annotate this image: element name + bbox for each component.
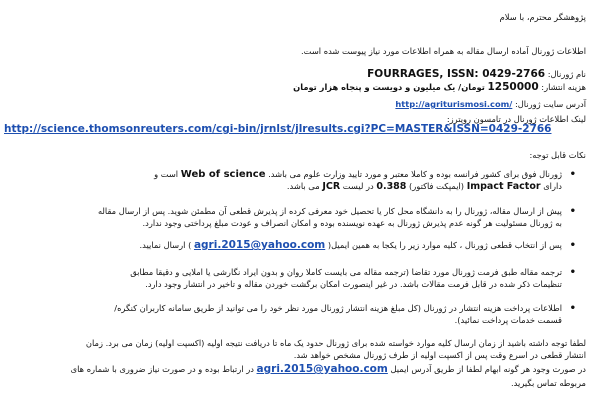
note-2-line-1: پیش از ارسال مقاله، ژورنال را به دانشگاه محل کار یا تحصیل خود معرفی کرده از پذیرش قطعی آن مطمئن شوید. پس از ارسال مقاله — [97, 206, 562, 216]
site-label: آدرس سایت ژورنال: — [514, 99, 586, 109]
footer-text-a: در صورت وجود هر گونه ابهام لطفا از طریق آدرس ایمیل — [390, 364, 586, 374]
footer-email-link[interactable]: agri.2015@yahoo.com — [256, 363, 388, 375]
note-1-if-label: Impact Factor — [466, 181, 541, 192]
greeting: پژوهشگر محترم، با سلام — [499, 12, 586, 22]
note-1-text-c: دارای — [543, 181, 562, 191]
bullet-1: • — [569, 169, 576, 180]
note-1-text-b: است و — [154, 169, 179, 179]
bullet-4: • — [569, 267, 576, 278]
journal-name-line — [367, 69, 586, 80]
thomson-label: لینک اطلاعات ژورنال در تامسون رویترز: — [446, 114, 586, 124]
notes-title: نکات قابل توجه: — [529, 150, 586, 160]
note-3-line — [140, 240, 562, 251]
note-1-if-value: 0.388 — [376, 181, 407, 192]
thomson-reuters-link[interactable]: http://science.thomsonreuters.com/cgi-bin/jrnlst/jlresults.cgi?PC=MASTER&ISSN=0429-2766 — [4, 123, 552, 135]
footer-line-1: لطفا توجه داشته باشید از زمان ارسال کلیه موارد خواسته شده برای ژورنال حدود یک ماه تا دریافت نتیجه اولیه (اکسپت اولیه) زمان می برد. زمان — [85, 338, 586, 348]
bullet-2: • — [569, 206, 576, 217]
journal-name-label: نام ژورنال: — [547, 69, 586, 79]
note-4-line-1: ترجمه مقاله طبق فرمت ژورنال مورد تقاضا (ترجمه مقاله می بایست کاملا روان و بدون ایراد نگارشی یا املایی و دقیقا مطابق — [130, 267, 562, 277]
note-5-line-1: اطلاعات پرداخت هزینه انتشار در ژورنال (کل مبلغ هزینه انتشار ژورنال مورد نظر خود را می توانید از طریق سامانه کاربران کنگره/ — [114, 303, 562, 313]
note-3-email-link[interactable]: agri.2015@yahoo.com — [193, 239, 326, 251]
note-5-line-2: قسمت خدمات پرداخت نمائید). — [454, 315, 562, 325]
note-1-text-a: ژورنال فوق برای کشور فرانسه بوده و کاملا معتبر و مورد تایید وزارت علوم می باشد. — [268, 169, 562, 179]
note-3-text-a: پس از انتخاب قطعی ژورنال ، کلیه موارد زیر را یکجا به همین ایمیل( — [327, 240, 562, 250]
note-1-text-e: در لیست — [342, 181, 374, 191]
footer-line-2: انتشار قطعی در اسرع وقت پس از اکسپت اولیه از طرف ژورنال مشخص خواهد شد. — [293, 350, 586, 360]
note-1-jcr: JCR — [322, 181, 341, 192]
note-2-line-2: به ژورنال مسئولیت هر گونه عدم پذیرش ژورنال به عهده نویسنده بوده و امکان انصراف و عودت مبلغ پرداختی وجود ندارد. — [142, 218, 562, 228]
fee-unit-text: تومان/ یک میلیون و دویست و پنجاه هزار تومان — [293, 82, 485, 92]
bullet-3: • — [569, 240, 576, 251]
intro-text: اطلاعات ژورنال آماده ارسال مقاله به همراه اطلاعات مورد نیاز پیوست شده است. — [301, 46, 586, 56]
note-1-line-1 — [154, 169, 562, 180]
note-1-text-d: (ایمپکت فاکتور) — [409, 181, 465, 191]
journal-site-line — [395, 99, 586, 110]
thomson-link-line — [4, 124, 552, 135]
note-3-text-b: ) ارسال نمایید. — [139, 240, 192, 250]
note-1-wos: Web of science — [180, 169, 266, 180]
bullet-5: • — [569, 303, 576, 314]
journal-name-value: FOURRAGES, ISSN: 0429-2766 — [367, 68, 546, 80]
fee-amount: 1250000 — [487, 81, 539, 93]
footer-line-4: مربوطه تماس بگیرید. — [511, 378, 586, 388]
note-1-line-2 — [287, 181, 562, 192]
fee-label: هزینه انتشار: — [541, 82, 586, 92]
publication-fee-line — [293, 82, 586, 93]
note-4-line-2: تنظیمات ذکر شده در قابل فرمت مقالات باشد. در غیر اینصورت امکان برگشت خوردن مقاله و تاخیر در انتشار وجود دارد. — [145, 279, 562, 289]
footer-line-3 — [71, 364, 586, 375]
journal-site-link[interactable]: http://agriturismosi.com/ — [395, 99, 513, 109]
footer-text-b: در ارتباط بوده و در صورت نیاز ضروری با شماره های — [70, 364, 254, 374]
note-1-text-f: می باشد. — [286, 181, 320, 191]
